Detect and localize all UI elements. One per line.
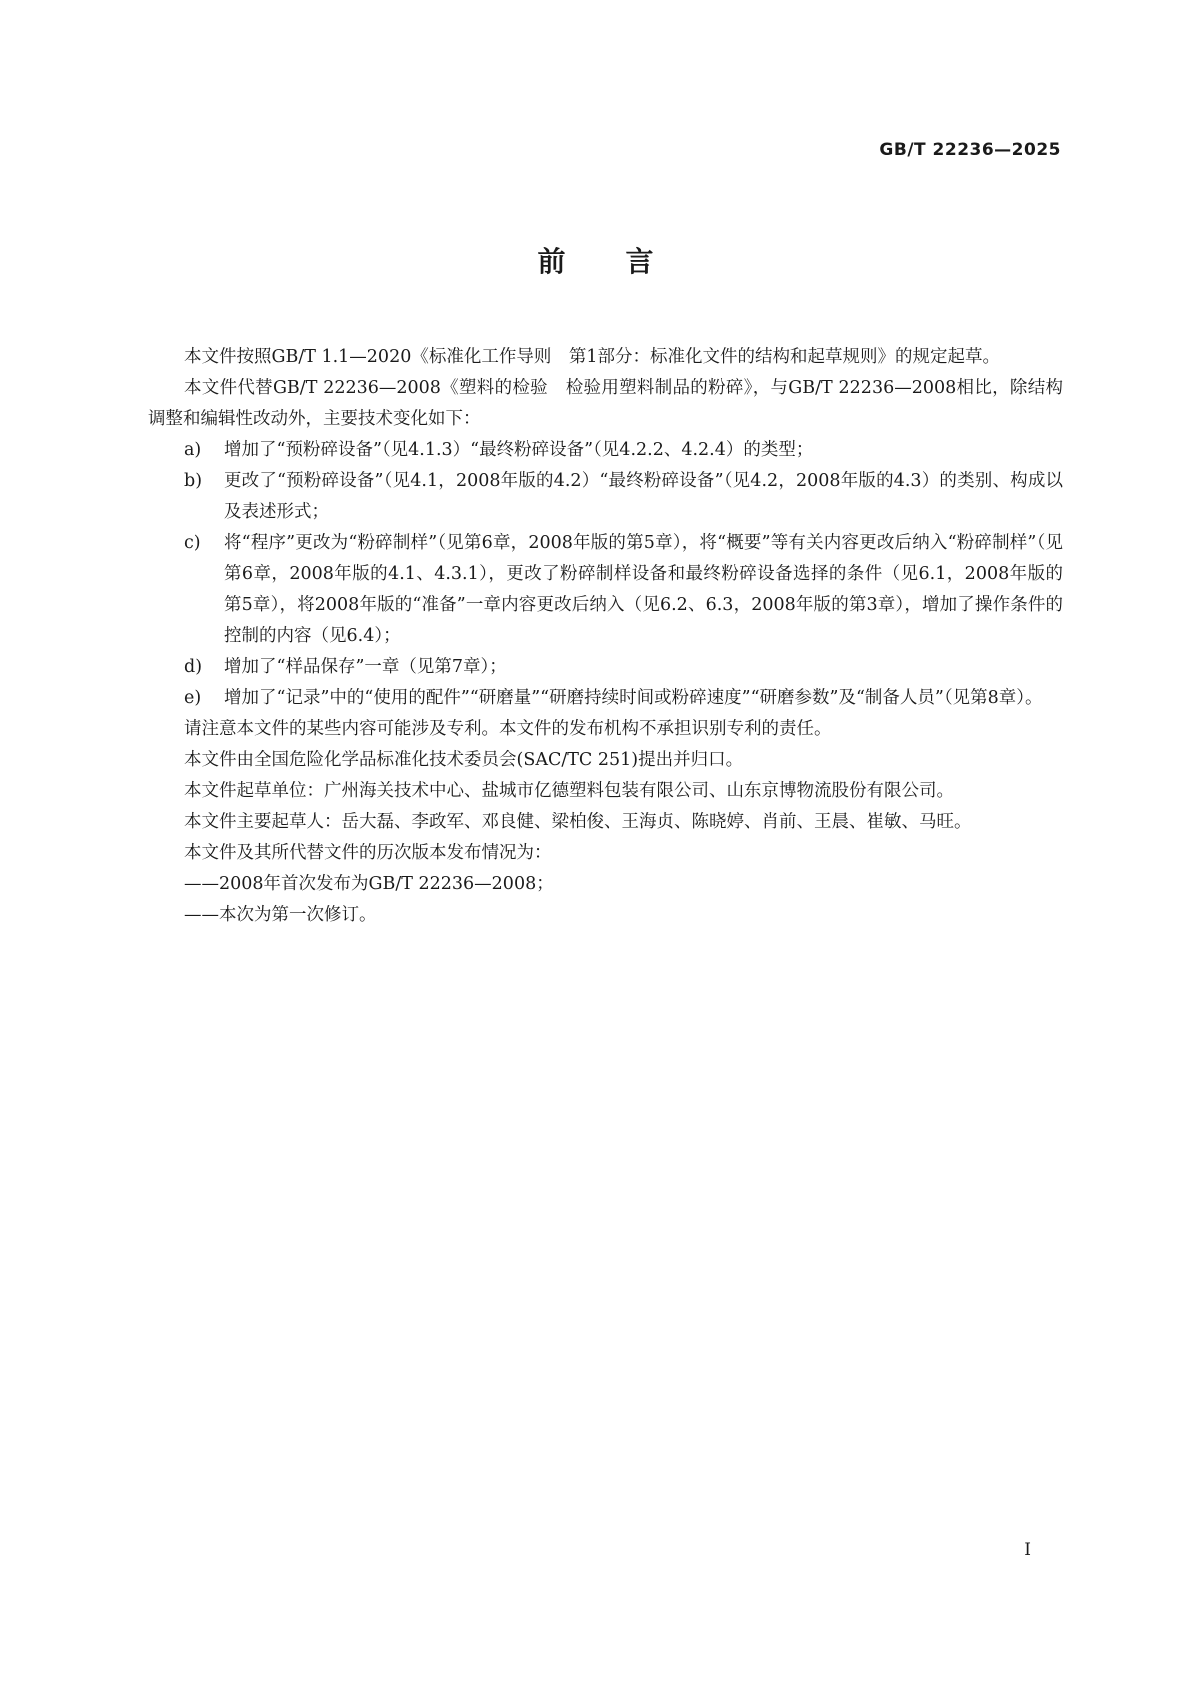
history-item-first-release: ——2008年首次发布为GB/T 22236—2008； (184, 874, 554, 894)
history-item-revision: ——本次为第一次修订。 (184, 905, 377, 925)
paragraph-replacement: 本文件代替GB/T 22236—2008《塑料的检验 检验用塑料制品的粉碎》，与GB/T 22236—2008相比，除结构调整和编辑性改动外，主要技术变化如下： (148, 378, 1063, 429)
change-item-text: 增加了“预粉碎设备”（见4.1.3）“最终粉碎设备”（见4.2.2、4.2.4）的类型； (224, 440, 814, 460)
change-item-label: a) (184, 440, 202, 460)
document-body (148, 342, 1063, 931)
paragraph-drafting-rules: 本文件按照GB/T 1.1—2020《标准化工作导则 第1部分：标准化文件的结构和起草规则》的规定起草。 (184, 347, 1000, 367)
change-item-e (148, 683, 1063, 714)
change-item-label: c) (184, 533, 201, 553)
change-item-text: 将“程序”更改为“粉碎制样”（见第6章，2008年版的第5章），将“概要”等有关内容更改后纳入“粉碎制样”（见第6章，2008年版的4.1、4.3.1），更改了粉碎制样设备和最终粉碎设备选择的条件（见6.1，2008年版的第5章），将2008年版的“准备”一章内容更改后纳入（见6.2、6.3，2008年版的第3章），增加了操作条件的控制的内容（见6.4）； (224, 533, 1063, 646)
page-title: 前言 (537, 245, 714, 278)
paragraph-drafters: 本文件主要起草人：岳大磊、李政军、邓良健、梁柏俊、王海贞、陈晓婷、肖前、王晨、崔敏、马旺。 (184, 812, 972, 832)
change-item-a (148, 435, 1063, 466)
change-item-label: d) (184, 657, 203, 677)
change-item-b (148, 466, 1063, 528)
paragraph-drafting-units: 本文件起草单位：广州海关技术中心、盐城市亿德塑料包装有限公司、山东京博物流股份有限公司。 (184, 781, 954, 801)
change-item-c (148, 528, 1063, 652)
change-item-label: e) (184, 688, 202, 708)
paragraph-patent-notice: 请注意本文件的某些内容可能涉及专利。本文件的发布机构不承担识别专利的责任。 (184, 719, 832, 739)
change-item-text: 增加了“样品保存”一章（见第7章）； (224, 657, 507, 677)
standard-code: GB/T 22236—2025 (879, 140, 1061, 160)
change-item-text: 更改了“预粉碎设备”（见4.1，2008年版的4.2）“最终粉碎设备”（见4.2，2008年版的4.3）的类别、构成以及表述形式； (224, 471, 1063, 522)
change-item-label: b) (184, 471, 203, 491)
page-number: I (1024, 1540, 1031, 1560)
paragraph-history-intro: 本文件及其所代替文件的历次版本发布情况为： (184, 843, 552, 863)
change-item-text: 增加了“记录”中的“使用的配件”“研磨量”“研磨持续时间或粉碎速度”“研磨参数”及“制备人员”（见第8章）。 (224, 688, 1043, 708)
change-item-d (148, 652, 1063, 683)
paragraph-proposer: 本文件由全国危险化学品标准化技术委员会(SAC/TC 251)提出并归口。 (184, 750, 744, 770)
